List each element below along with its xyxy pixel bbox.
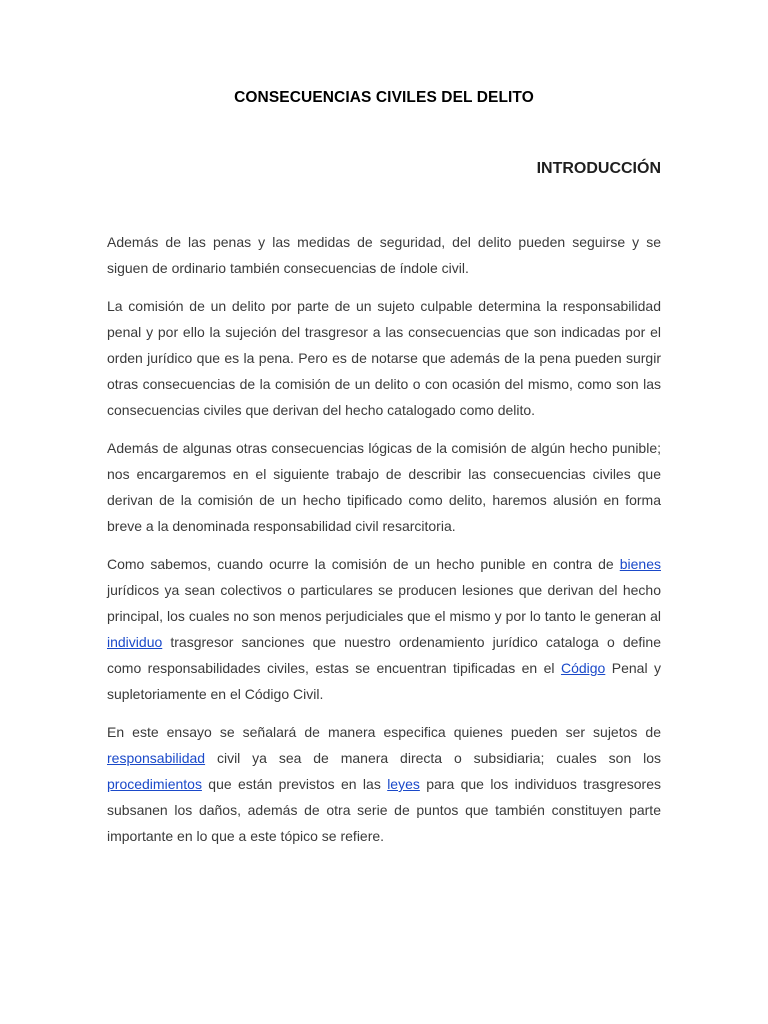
link-individuo[interactable]: individuo: [107, 634, 163, 650]
paragraph-text: para que los individuos trasgresores subsanen los daños, además de otra serie de puntos que también constituyen parte importante en lo que a este tópico se refiere.: [107, 776, 662, 844]
paragraph-text: Además de algunas otras consecuencias lógicas de la comisión de algún hecho punible; nos encargaremos en el siguiente trabajo de describir las consecuencias civiles que derivan de la comisión de un hecho tipificado como delito, haremos alusión en forma breve a la denominada responsabilidad civil resarcitoria.: [107, 440, 661, 534]
paragraph-text: La comisión de un delito por parte de un sujeto culpable determina la responsabilidad penal y por ello la sujeción del trasgresor a las consecuencias que son indicadas por el orden jurídico que es la pena. Pero es de notarse que además de la pena pueden surgir otras consecuencias de la comisión de un delito o con ocasión del mismo, como son las consecuencias civiles que derivan del hecho catalogado como delito.: [107, 298, 661, 418]
document-body: [107, 229, 661, 861]
paragraph: [107, 719, 661, 849]
paragraph-text: trasgresor sanciones que nuestro ordenamiento jurídico cataloga o define como responsabilidades civiles, estas se encuentran tipificadas en el: [107, 634, 661, 676]
document-title: CONSECUENCIAS CIVILES DEL DELITO: [234, 89, 534, 106]
link-codigo[interactable]: Código: [560, 660, 606, 676]
section-heading-introduccion: INTRODUCCIÓN: [536, 160, 661, 177]
paragraph: [107, 435, 661, 539]
paragraph-text: Penal y supletoriamente en el Código Civil.: [107, 660, 661, 702]
paragraph-text: jurídicos ya sean colectivos o particulares se producen lesiones que derivan del hecho principal, los cuales no son menos perjudiciales que el mismo y por lo tanto le generan al: [107, 582, 661, 624]
link-procedimientos[interactable]: procedimientos: [107, 776, 202, 792]
paragraph: [107, 293, 661, 423]
paragraph-text: civil ya sea de manera directa o subsidiaria; cuales son los: [205, 750, 661, 766]
paragraph-text: En este ensayo se señalará de manera especifica quienes pueden ser sujetos de: [107, 724, 661, 740]
paragraph-text: que están previstos en las: [201, 776, 388, 792]
paragraph: [107, 229, 661, 281]
link-responsabilidad[interactable]: responsabilidad: [107, 750, 206, 766]
paragraph-text: Además de las penas y las medidas de seguridad, del delito pueden seguirse y se siguen de ordinario también consecuencias de índole civil.: [107, 234, 661, 276]
link-bienes[interactable]: bienes: [619, 556, 661, 572]
link-leyes[interactable]: leyes: [387, 776, 420, 792]
paragraph-text: Como sabemos, cuando ocurre la comisión de un hecho punible en contra de: [107, 556, 620, 572]
paragraph: [107, 551, 661, 707]
